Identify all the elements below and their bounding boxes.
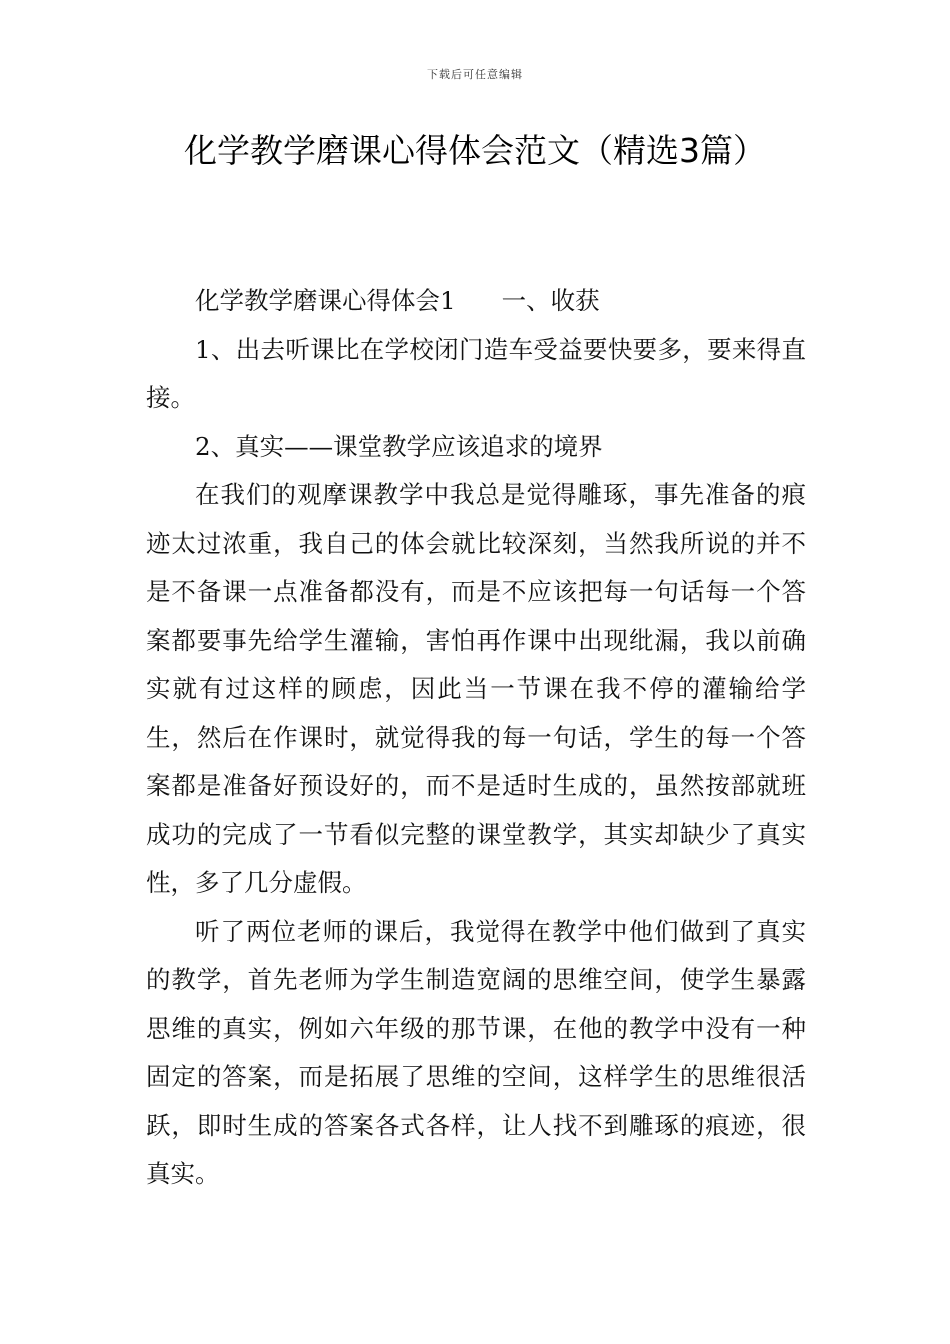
paragraph-2: 2、真实——课堂教学应该追求的境界 xyxy=(195,431,603,461)
section-heading-line xyxy=(146,277,806,326)
document-title: 化学教学磨课心得体会范文（精选3篇） xyxy=(184,131,766,170)
section-heading: 化学教学磨课心得体会1 xyxy=(195,286,456,315)
header-note: 下载后可任意编辑 xyxy=(427,68,523,81)
paragraph-4: 听了两位老师的课后，我觉得在教学中他们做到了真实的教学，首先老师为学生制造宽阔的思维空间，使学生暴露思维的真实，例如六年级的那节课，在他的教学中没有一种固定的答案，而是拓展了思维的空间，这样学生的思维很活跃，即时生成的答案各式各样，让人找不到雕琢的痕迹，很真实。 xyxy=(146,916,806,1188)
paragraph-1: 1、出去听课比在学校闭门造车受益要快要多，要来得直接。 xyxy=(146,334,806,412)
paragraph-3: 在我们的观摩课教学中我总是觉得雕琢，事先准备的痕迹太过浓重，我自己的体会就比较深刻，当然我所说的并不是不备课一点准备都没有，而是不应该把每一句话每一个答案都要事先给学生灌输，害怕再作课中出现纰漏，我以前确实就有过这样的顾虑，因此当一节课在我不停的灌输给学生，然后在作课时，就觉得我的每一句话，学生的每一个答案都是准备好预设好的，而不是适时生成的，虽然按部就班成功的完成了一节看似完整的课堂教学，其实却缺少了真实性，多了几分虚假。 xyxy=(146,480,806,897)
subheading: 一、收获 xyxy=(501,286,600,315)
document-body xyxy=(146,277,806,1199)
